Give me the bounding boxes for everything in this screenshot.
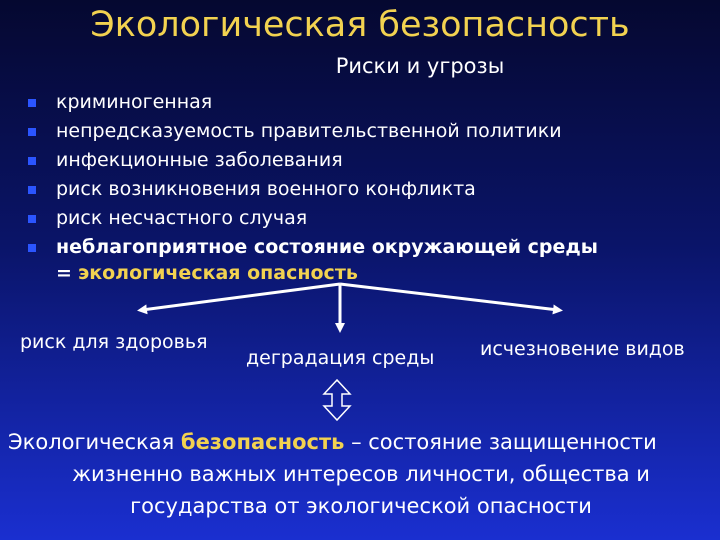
definition-line-1: Экологическая безопасность – состояние защищенности (8, 430, 657, 454)
square-bullet-icon (28, 99, 36, 107)
definition-text (8, 426, 714, 522)
equation-line: = экологическая опасность (56, 262, 358, 284)
outcome-health-risk: риск для здоровья (20, 331, 208, 353)
risk-item: криминогенная (28, 88, 708, 117)
slide-subtitle (0, 52, 720, 80)
risk-item-highlighted: неблагоприятное состояние окружающей среды (28, 233, 708, 262)
outcome-species-loss: исчезновение видов (480, 338, 685, 360)
risk-list (28, 88, 708, 284)
risk-item: непредсказуемость правительственной политики (28, 117, 708, 146)
square-bullet-icon (28, 215, 36, 223)
square-bullet-icon (28, 186, 36, 194)
square-bullet-icon (28, 244, 36, 252)
arrow-right (340, 284, 558, 310)
subtitle-text: Риски и угрозы (335, 54, 505, 78)
definition-line-2: жизненно важных интересов личности, общества и (72, 462, 650, 486)
risk-item: риск несчастного случая (28, 204, 708, 233)
risk-item: риск возникновения военного конфликта (28, 175, 708, 204)
risk-item: инфекционные заболевания (28, 146, 708, 175)
definition-line-3: государства от экологической опасности (130, 494, 592, 518)
outcome-degradation: деградация среды (246, 347, 435, 369)
arrow-left (142, 284, 340, 310)
square-bullet-icon (28, 157, 36, 165)
definition-term: безопасность (180, 430, 345, 454)
square-bullet-icon (28, 128, 36, 136)
slide-title: Экологическая безопасность (90, 5, 630, 45)
ecological-danger-label: экологическая опасность (77, 262, 358, 284)
double-arrow-icon (324, 380, 350, 420)
